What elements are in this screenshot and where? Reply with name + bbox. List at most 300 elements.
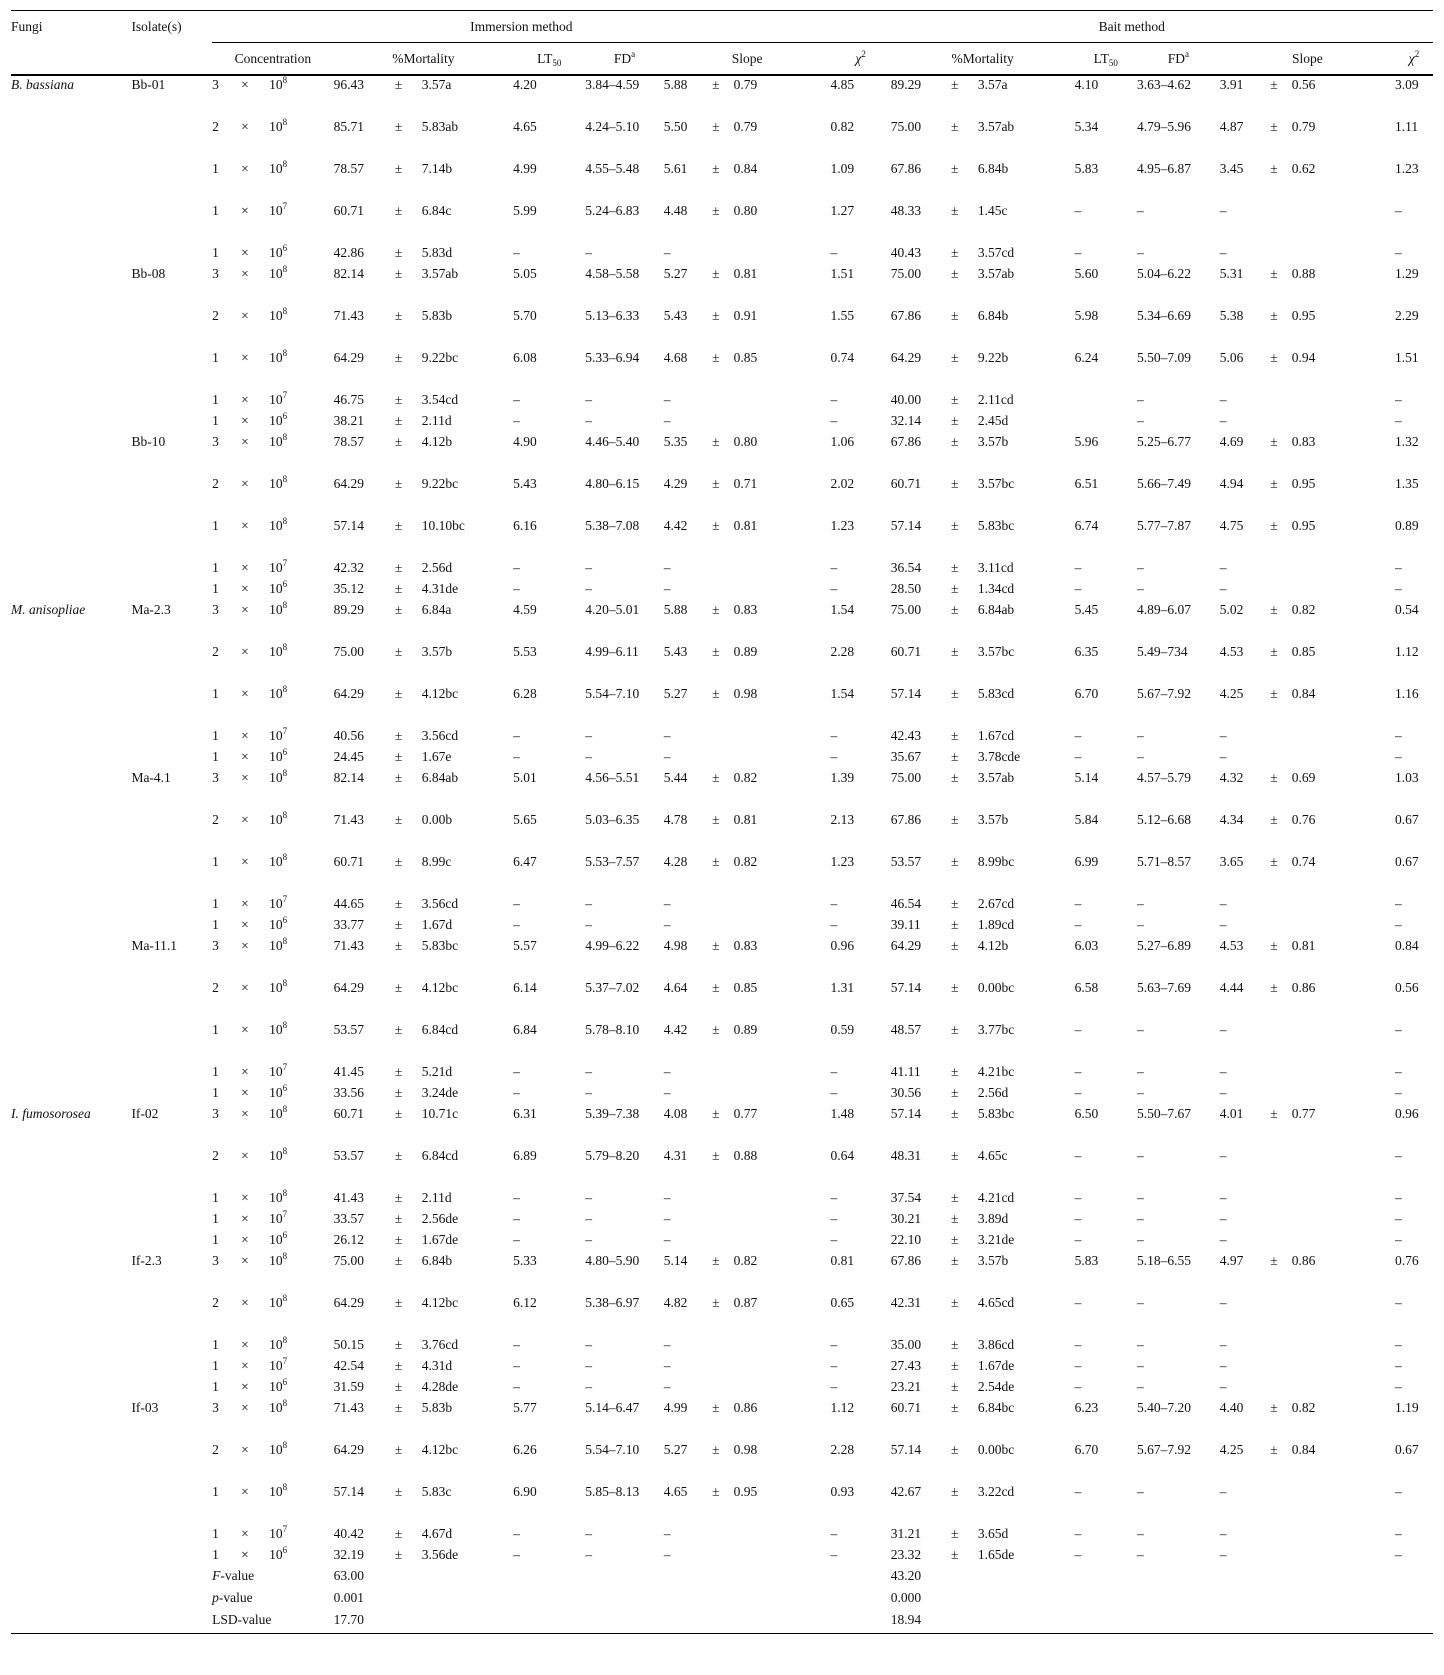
bait-slope: 5.02 xyxy=(1219,602,1244,617)
plus-minus-symbol xyxy=(712,1210,734,1231)
table-row xyxy=(11,979,1433,1021)
bait-lt50: 6.35 xyxy=(1074,644,1099,659)
col-b-slope: Slope xyxy=(1220,43,1395,76)
im-slope-se: 0.87 xyxy=(733,1295,758,1310)
im-mortality: 57.14 xyxy=(333,518,364,533)
bait-mortality: 75.00 xyxy=(890,266,922,281)
bait-mortality: 42.43 xyxy=(890,728,922,743)
isolate-id: Bb-10 xyxy=(131,434,166,449)
bait-slope-se: 0.83 xyxy=(1291,434,1316,449)
bait-mortality: 67.86 xyxy=(890,434,922,449)
footer-label xyxy=(212,1589,334,1611)
bait-mortality: 60.71 xyxy=(890,644,922,659)
bait-fiducial-limits: 5.40–7.20 xyxy=(1136,1400,1191,1415)
times-symbol: × xyxy=(241,1526,249,1541)
footer-label-italic: F xyxy=(212,1568,221,1583)
im-mortality-se: 1.67e xyxy=(421,749,452,764)
fungus-name xyxy=(11,391,131,412)
plus-minus-symbol: ± xyxy=(1270,434,1278,449)
bait-slope-se: 0.94 xyxy=(1291,350,1316,365)
bait-mortality: 35.00 xyxy=(890,1337,922,1352)
power-exponent: 8 xyxy=(282,117,288,127)
bait-fiducial-limits: 4.57–5.79 xyxy=(1136,770,1191,785)
im-mortality-se: 6.84c xyxy=(421,203,452,218)
bait-chi-square: 1.29 xyxy=(1395,266,1419,281)
im-slope-se: 0.85 xyxy=(733,980,758,995)
plus-minus-symbol: ± xyxy=(1270,602,1278,617)
fungus-name xyxy=(11,517,131,559)
plus-minus-symbol: ± xyxy=(394,1400,403,1415)
bait-chi-square: 1.12 xyxy=(1395,644,1419,659)
im-slope: – xyxy=(663,896,671,911)
bait-mortality-se: 4.12b xyxy=(977,938,1009,953)
bait-slope-se: 0.86 xyxy=(1291,980,1316,995)
fungus-name xyxy=(11,160,131,202)
fungus-name xyxy=(11,580,131,601)
power-exponent: 8 xyxy=(282,684,288,694)
power-exponent: 8 xyxy=(282,1398,288,1408)
bait-fiducial-limits: – xyxy=(1136,413,1144,428)
bait-lt50: – xyxy=(1074,1484,1082,1499)
im-mortality: 64.29 xyxy=(333,980,364,995)
table-row xyxy=(11,265,1433,307)
bait-slope-se xyxy=(1292,1546,1395,1567)
times-symbol: × xyxy=(241,1190,249,1205)
table-row xyxy=(11,244,1433,265)
im-lt50: 4.65 xyxy=(513,119,537,134)
im-mortality-se: 4.28de xyxy=(421,1379,459,1394)
bait-mortality-se: 4.21cd xyxy=(977,1190,1015,1205)
plus-minus-symbol: ± xyxy=(394,1253,403,1268)
concentration-power xyxy=(269,265,334,307)
bait-mortality-se: 2.67cd xyxy=(977,896,1015,911)
col-bait-method: Bait method xyxy=(831,11,1434,43)
im-slope-se: 0.88 xyxy=(733,1148,758,1163)
concentration-coefficient: 1 xyxy=(212,917,219,932)
concentration-power xyxy=(269,118,334,160)
im-fiducial-limits: – xyxy=(585,392,592,407)
im-fiducial-limits: – xyxy=(585,413,592,428)
plus-minus-symbol: ± xyxy=(1270,350,1278,365)
isolate-id xyxy=(131,559,212,580)
concentration-power xyxy=(269,1546,334,1567)
plus-minus-symbol: ± xyxy=(950,1211,959,1226)
im-chi-square: – xyxy=(830,1064,838,1079)
power-base: 10 xyxy=(269,518,283,533)
im-mortality-se: 3.24de xyxy=(421,1085,459,1100)
bait-mortality: 75.00 xyxy=(890,770,922,785)
concentration-power xyxy=(269,1378,334,1399)
concentration-coefficient: 1 xyxy=(212,392,219,407)
im-fiducial-limits: – xyxy=(585,1064,592,1079)
im-mortality: 46.75 xyxy=(333,392,364,407)
isolate-id xyxy=(131,643,212,685)
table-row xyxy=(11,853,1433,895)
times-symbol: × xyxy=(241,1547,249,1562)
im-fiducial-limits: – xyxy=(585,1379,592,1394)
bait-fiducial-limits: 5.18–6.55 xyxy=(1136,1253,1191,1268)
isolate-id: Ma-11.1 xyxy=(131,938,178,953)
bait-slope: 5.31 xyxy=(1219,266,1244,281)
im-slope-se xyxy=(734,1546,831,1567)
plus-minus-symbol: ± xyxy=(394,644,403,659)
im-mortality: 31.59 xyxy=(333,1379,364,1394)
plus-minus-symbol: ± xyxy=(394,938,403,953)
power-base: 10 xyxy=(269,770,283,785)
plus-minus-symbol: ± xyxy=(394,749,403,764)
table-row xyxy=(11,475,1433,517)
concentration-power xyxy=(269,580,334,601)
isolate-id xyxy=(131,1378,212,1399)
bait-mortality-se: 4.65cd xyxy=(977,1295,1015,1310)
im-slope: – xyxy=(663,749,671,764)
times-symbol: × xyxy=(241,917,249,932)
times-symbol: × xyxy=(241,203,249,218)
bait-lt50: 5.34 xyxy=(1074,119,1099,134)
bait-slope: 4.87 xyxy=(1219,119,1244,134)
bait-chi-square: 0.54 xyxy=(1395,602,1419,617)
im-lt50: 5.99 xyxy=(513,203,537,218)
im-fiducial-limits: 5.78–8.10 xyxy=(585,1022,640,1037)
im-slope-se: 0.84 xyxy=(733,161,758,176)
bait-lt50: 5.98 xyxy=(1074,308,1099,323)
im-lt50: 5.70 xyxy=(513,308,537,323)
bait-fiducial-limits: – xyxy=(1136,203,1144,218)
im-fiducial-limits: – xyxy=(585,728,592,743)
im-chi-square: 1.51 xyxy=(830,266,855,281)
table-body xyxy=(11,75,1433,1634)
bait-mortality-se: 1.67de xyxy=(977,1358,1015,1373)
power-base: 10 xyxy=(269,308,283,323)
bait-lt50: – xyxy=(1074,1547,1082,1562)
bait-slope: – xyxy=(1219,1526,1227,1541)
bait-chi-square: – xyxy=(1395,1295,1402,1310)
concentration-power xyxy=(269,748,334,769)
im-lt50: 5.05 xyxy=(513,266,537,281)
im-slope-se xyxy=(734,895,831,916)
plus-minus-symbol: ± xyxy=(712,938,720,953)
concentration-coefficient: 1 xyxy=(212,1379,219,1394)
bait-slope-se: 0.84 xyxy=(1291,686,1316,701)
plus-minus-symbol xyxy=(1270,1336,1292,1357)
power-exponent: 7 xyxy=(282,1062,288,1072)
plus-minus-symbol: ± xyxy=(950,1442,959,1457)
im-fiducial-limits: 5.38–7.08 xyxy=(585,518,640,533)
fungus-name xyxy=(11,1399,131,1441)
bait-slope-se: 0.82 xyxy=(1291,602,1316,617)
im-fiducial-limits: 4.55–5.48 xyxy=(585,161,640,176)
im-chi-square: – xyxy=(830,245,838,260)
im-slope: 4.65 xyxy=(663,1484,688,1499)
im-slope-se: 0.81 xyxy=(733,266,758,281)
bait-lt50: – xyxy=(1074,203,1082,218)
footer-immersion-value: 17.70 xyxy=(334,1611,891,1634)
concentration-coefficient: 2 xyxy=(212,980,219,995)
bait-lt50: – xyxy=(1074,1526,1082,1541)
im-slope-se xyxy=(734,1357,831,1378)
im-slope-se: 0.80 xyxy=(733,203,758,218)
concentration-power xyxy=(269,916,334,937)
isolate-id xyxy=(131,748,212,769)
isolate-id xyxy=(131,202,212,244)
plus-minus-symbol: ± xyxy=(394,413,403,428)
plus-minus-symbol xyxy=(712,1336,734,1357)
im-chi-square: – xyxy=(830,1211,838,1226)
bait-chi-square: 0.67 xyxy=(1395,854,1419,869)
plus-minus-symbol xyxy=(712,727,734,748)
table-row xyxy=(11,727,1433,748)
fungus-name xyxy=(11,559,131,580)
im-mortality-se: 3.57a xyxy=(421,77,452,92)
power-base: 10 xyxy=(269,434,283,449)
im-slope: 4.29 xyxy=(663,476,688,491)
power-exponent: 8 xyxy=(282,516,288,526)
table-row xyxy=(11,1525,1433,1546)
footer-label xyxy=(212,1611,334,1634)
bait-mortality: 57.14 xyxy=(890,1106,922,1121)
bait-mortality-se: 3.57cd xyxy=(977,245,1015,260)
plus-minus-symbol: ± xyxy=(394,392,403,407)
fungus-name xyxy=(11,1357,131,1378)
table-row xyxy=(11,1231,1433,1252)
im-fiducial-limits: 4.99–6.11 xyxy=(585,644,639,659)
plus-minus-symbol: ± xyxy=(1270,308,1278,323)
im-chi-square: – xyxy=(830,1526,838,1541)
power-exponent: 8 xyxy=(282,810,288,820)
bait-lt50: 6.23 xyxy=(1074,1400,1099,1415)
plus-minus-symbol xyxy=(712,580,734,601)
power-base: 10 xyxy=(269,749,283,764)
im-slope-se: 0.79 xyxy=(733,77,758,92)
im-mortality-se: 2.56de xyxy=(421,1211,459,1226)
plus-minus-symbol: ± xyxy=(1270,980,1278,995)
plus-minus-symbol: ± xyxy=(950,644,959,659)
plus-minus-symbol: ± xyxy=(950,1337,959,1352)
power-exponent: 8 xyxy=(282,1188,288,1198)
im-mortality: 78.57 xyxy=(333,161,364,176)
power-exponent: 6 xyxy=(282,243,288,253)
plus-minus-symbol xyxy=(712,391,734,412)
power-base: 10 xyxy=(269,1148,283,1163)
table-row xyxy=(11,75,1433,118)
im-lt50: 5.43 xyxy=(513,476,537,491)
power-exponent: 6 xyxy=(282,747,288,757)
im-fiducial-limits: – xyxy=(585,1358,592,1373)
bait-slope-se: 0.84 xyxy=(1291,1442,1316,1457)
plus-minus-symbol xyxy=(712,1063,734,1084)
im-slope-se: 0.83 xyxy=(733,602,758,617)
isolate-id xyxy=(131,1210,212,1231)
concentration-coefficient: 2 xyxy=(212,644,219,659)
times-symbol: × xyxy=(241,686,249,701)
footer-immersion-value: 0.001 xyxy=(333,1590,364,1605)
im-mortality-se: 5.83b xyxy=(421,1400,453,1415)
plus-minus-symbol: ± xyxy=(394,896,403,911)
times-symbol: × xyxy=(241,1148,249,1163)
times-symbol: × xyxy=(241,1442,249,1457)
bait-mortality-se: 0.00bc xyxy=(977,1442,1015,1457)
concentration-coefficient: 1 xyxy=(212,1022,219,1037)
plus-minus-symbol: ± xyxy=(1270,77,1278,92)
bait-mortality: 57.14 xyxy=(890,518,922,533)
table-row xyxy=(11,1357,1433,1378)
im-fiducial-limits: 5.13–6.33 xyxy=(585,308,640,323)
im-slope-se: 0.81 xyxy=(733,812,758,827)
table-row xyxy=(11,643,1433,685)
im-lt50: – xyxy=(513,1232,520,1247)
plus-minus-symbol: ± xyxy=(712,980,720,995)
plus-minus-symbol: ± xyxy=(950,161,959,176)
concentration-power xyxy=(269,1147,334,1189)
bait-fiducial-limits: 5.66–7.49 xyxy=(1136,476,1191,491)
fungus-name xyxy=(11,1210,131,1231)
fungus-name xyxy=(11,1021,131,1063)
isolate-id xyxy=(131,1357,212,1378)
im-slope-se: 0.77 xyxy=(733,1106,758,1121)
fungus-name xyxy=(11,748,131,769)
times-symbol: × xyxy=(241,308,249,323)
concentration-power xyxy=(269,75,334,118)
im-slope: – xyxy=(663,1547,671,1562)
bait-slope: – xyxy=(1219,1547,1227,1562)
im-lt50: 6.47 xyxy=(513,854,537,869)
im-fiducial-limits: – xyxy=(585,1526,592,1541)
im-slope-se xyxy=(734,1063,831,1084)
plus-minus-symbol: ± xyxy=(394,1064,403,1079)
bait-lt50: – xyxy=(1074,581,1082,596)
bait-mortality-se: 9.22b xyxy=(977,350,1009,365)
im-fiducial-limits: 4.99–6.22 xyxy=(585,938,640,953)
concentration-power xyxy=(269,202,334,244)
bait-mortality: 48.57 xyxy=(890,1022,922,1037)
plus-minus-symbol: ± xyxy=(712,1400,720,1415)
im-mortality: 26.12 xyxy=(333,1232,364,1247)
bait-lt50: 6.50 xyxy=(1074,1106,1099,1121)
bait-slope: 5.38 xyxy=(1219,308,1244,323)
bait-chi-square: – xyxy=(1395,1148,1402,1163)
times-symbol: × xyxy=(241,770,249,785)
times-symbol: × xyxy=(241,1295,249,1310)
im-chi-square: 0.93 xyxy=(830,1484,855,1499)
bait-chi-square: 0.84 xyxy=(1395,938,1419,953)
plus-minus-symbol: ± xyxy=(1270,770,1278,785)
im-mortality: 71.43 xyxy=(333,938,364,953)
plus-minus-symbol: ± xyxy=(950,980,959,995)
im-fiducial-limits: – xyxy=(585,245,592,260)
table-row xyxy=(11,1546,1433,1567)
plus-minus-symbol: ± xyxy=(950,518,959,533)
times-symbol: × xyxy=(241,1022,249,1037)
concentration-coefficient: 1 xyxy=(212,245,219,260)
bait-lt50: 6.99 xyxy=(1074,854,1099,869)
col-immersion-method: Immersion method xyxy=(212,11,830,43)
plus-minus-symbol: ± xyxy=(1270,518,1278,533)
bait-chi-square: 1.23 xyxy=(1395,161,1419,176)
concentration-power xyxy=(269,1294,334,1336)
empty-cell xyxy=(131,1611,212,1634)
bait-slope-se: 0.81 xyxy=(1291,938,1316,953)
bait-mortality-se: 8.99bc xyxy=(977,854,1015,869)
bait-slope-se xyxy=(1292,748,1395,769)
im-slope: – xyxy=(663,413,671,428)
im-lt50: 6.28 xyxy=(513,686,537,701)
plus-minus-symbol: ± xyxy=(1270,161,1278,176)
concentration-coefficient: 1 xyxy=(212,1547,219,1562)
bait-chi-square: 2.29 xyxy=(1395,308,1419,323)
im-lt50: – xyxy=(513,1085,520,1100)
im-slope: 5.50 xyxy=(663,119,688,134)
im-lt50: – xyxy=(513,1358,520,1373)
im-slope: 4.98 xyxy=(663,938,688,953)
fungus-name xyxy=(11,307,131,349)
plus-minus-symbol: ± xyxy=(950,77,959,92)
footer-row xyxy=(11,1589,1433,1611)
table-row xyxy=(11,895,1433,916)
plus-minus-symbol: ± xyxy=(394,308,403,323)
bait-mortality: 60.71 xyxy=(890,1400,922,1415)
bait-mortality: 57.14 xyxy=(890,686,922,701)
im-chi-square: 2.28 xyxy=(830,1442,855,1457)
bait-mortality: 22.10 xyxy=(890,1232,922,1247)
bait-mortality-se: 6.84b xyxy=(977,308,1009,323)
table-row xyxy=(11,1294,1433,1336)
plus-minus-symbol: ± xyxy=(950,350,959,365)
bait-lt50: – xyxy=(1074,728,1082,743)
table-row xyxy=(11,1210,1433,1231)
isolate-id xyxy=(131,1084,212,1105)
concentration-power xyxy=(269,1084,334,1105)
times-symbol: × xyxy=(241,812,249,827)
im-mortality-se: 4.12bc xyxy=(421,686,459,701)
im-lt50: – xyxy=(513,413,520,428)
im-slope-se xyxy=(734,244,831,265)
bait-chi-square: – xyxy=(1395,392,1402,407)
im-mortality-se: 5.83ab xyxy=(421,119,459,134)
bait-slope: – xyxy=(1219,245,1227,260)
concentration-coefficient: 1 xyxy=(212,686,219,701)
fungus-name xyxy=(11,244,131,265)
isolate-id xyxy=(131,1546,212,1567)
bait-slope-se xyxy=(1292,580,1395,601)
bait-slope: – xyxy=(1219,1148,1227,1163)
im-slope: 5.27 xyxy=(663,1442,688,1457)
concentration-coefficient: 2 xyxy=(212,1295,219,1310)
bait-fiducial-limits: – xyxy=(1136,1232,1144,1247)
isolate-id xyxy=(131,1231,212,1252)
plus-minus-symbol: ± xyxy=(712,77,720,92)
im-mortality: 71.43 xyxy=(333,308,364,323)
bait-fiducial-limits: 5.12–6.68 xyxy=(1136,812,1191,827)
im-chi-square: 2.28 xyxy=(830,644,855,659)
im-fiducial-limits: – xyxy=(585,896,592,911)
bait-mortality-se: 6.84b xyxy=(977,161,1009,176)
bait-lt50: – xyxy=(1074,1211,1082,1226)
plus-minus-symbol xyxy=(1270,244,1292,265)
power-base: 10 xyxy=(269,686,283,701)
isolate-id xyxy=(131,475,212,517)
times-symbol: × xyxy=(241,581,249,596)
im-chi-square: – xyxy=(830,392,838,407)
fungus-name xyxy=(11,1252,131,1294)
header-row-sub xyxy=(11,43,1433,76)
bait-mortality: 75.00 xyxy=(890,119,922,134)
bait-lt50: – xyxy=(1074,1337,1082,1352)
bait-chi-square: – xyxy=(1395,1022,1402,1037)
im-mortality-se: 4.12b xyxy=(421,434,453,449)
plus-minus-symbol xyxy=(1270,1210,1292,1231)
im-lt50: – xyxy=(513,1337,520,1352)
times-symbol: × xyxy=(241,1253,249,1268)
